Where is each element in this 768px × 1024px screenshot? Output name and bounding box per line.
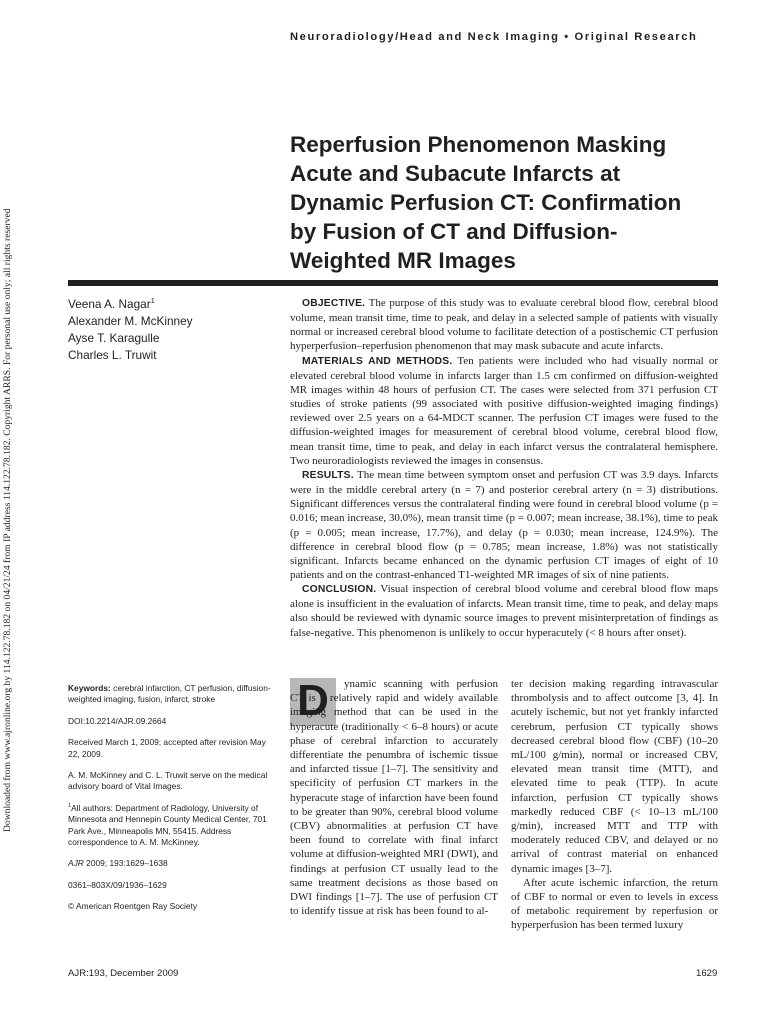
author-name: Veena A. Nagar$^1$ <box>68 296 155 311</box>
body-paragraph: ter decision making regarding intravascular thrombolysis and to affect outcome [3, 4]. In acutely ischemic, but not yet frankly infarcted cerebrum, perfusion CT typically shows decreased cerebral blood flow (CBF) (10–20 mL/100 g/min), normal or increased CBV, elevated mean transit time (MTT), and elevated time to peak (TTP). In acute infarction, perfusion CT typically shows markedly reduced CBF (< 10–13 mL/100 g/min), increased MTT and TTP with moderately reduced CBV, and delayed or no arrival of contrast material on enhanced dynamic images [3–7]. <box>511 678 718 875</box>
doi: DOI:10.2214/AJR.09.2664 <box>68 715 167 726</box>
issn: 0361–803X/09/1936–1629 <box>68 879 167 890</box>
abstract-results: RESULTS. The mean time between symptom onset and perfusion CT was 3.9 days. Infarcts were in the middle cerebral artery (n = 7) and posterior cerebral artery (n = 3) distributions. Significant differences versus the contralateral finding were found in cerebral blood volume (p = 0.016; mean increase, 30.0%), mean transit time (p = 0.007; mean increase, 38.1%), time to peak (p = 0.005; mean increase, 17.7%), and delay (p = 0.030; mean increase, 124.9%). The difference in cerebral blood flow (p = 0.785; mean increase, 1.8%) was not statistically significant. Infarcts became enhanced on the dynamic perfusion CT images of eight of 10 patients and on the contrast-enhanced T1-weighted MR images of six of nine patients. <box>290 468 718 581</box>
disclosure: A. M. McKinney and C. L. Truwit serve on the medical advisory board of Vital Images. <box>68 770 268 792</box>
drop-cap-letter: D <box>297 676 329 725</box>
abstract <box>290 296 718 640</box>
page-number: 1629 <box>696 968 718 979</box>
download-notice: Downloaded from www.ajronline.org by 114.122.78.182 on 04/21/24 from IP address 114.122.78.182. Copyright ARRS. For personal use only; all rights reserved <box>2 208 13 832</box>
copyright: © American Roentgen Ray Society <box>68 901 198 912</box>
footer-journal: AJR:193, December 2009 <box>68 968 179 979</box>
body-column-1 <box>290 677 498 918</box>
section-header: Neuroradiology/Head and Neck Imaging • Original Research <box>290 31 698 43</box>
body-paragraph: After acute ischemic infarction, the return of CBF to normal or even to levels in excess of metabolic requirement by reperfusion or hyperperfusion has been termed luxury <box>511 876 718 932</box>
body-column-2 <box>511 677 718 933</box>
abstract-conclusion: CONCLUSION. Visual inspection of cerebral blood volume and cerebral blood flow maps alone is insufficient in the evaluation of infarcts. Mean transit time, time to peak, and delay maps also should be reviewed with dynamic source images to prevent misinterpretation of findings as false-negative. This phenomenon is unlikely to occur hyperacutely (< 8 hours after onset). <box>290 583 718 639</box>
author-list <box>68 296 278 364</box>
author-name: Charles L. Truwit <box>68 348 157 362</box>
abstract-methods: MATERIALS AND METHODS. Ten patients were included who had visually normal or elevated cerebral blood volume in infarcts larger than 1.5 cm confirmed on diffusion-weighted MR images within 48 hours of perfusion CT. The cases were selected from 371 perfusion CT studies of stroke patients (99 associated with positive diffusion-weighted imaging findings) reviewed over 2.5 years on a 64-MDCT scanner. The perfusion CT images were fused to the diffusion-weighted images for measurement of cerebral blood volume, cerebral blood flow, mean transit time, time to peak, and delay in each infarct versus the contralateral hemisphere. Two neuroradiologists reviewed the images in consensus. <box>290 354 718 467</box>
affiliation: $^1$All authors: Department of Radiology, University of Minnesota and Hennepin County Medical Center, 701 Park Ave., Minneapolis MN, 55415. Address correspondence to A. M. McKinney. <box>68 802 267 848</box>
abstract-objective: OBJECTIVE. The purpose of this study was to evaluate cerebral blood flow, cerebral blood volume, mean transit time, time to peak, and delay in a selected sample of patients with visually normal or increased cerebral blood volume to facilitate detection of a postischemic CT perfusion hyperperfusion–reperfusion phenomenon that may mask subacute and acute infarcts. <box>290 297 718 353</box>
received-dates: Received March 1, 2009; accepted after revision May 22, 2009. <box>68 737 266 759</box>
citation: AJR 2009; 193:1629–1638 <box>68 858 168 869</box>
body-paragraph: ynamic scanning with perfusion CT is a relatively rapid and widely available imaging method that can be used in the hyperacute (traditionally < 6–8 hours) or acute phase of cerebral infarction to accurately differentiate the penumbra of ischemic tissue and infarcted tissue [1–7]. The sensitivity and specificity of perfusion CT markers in the hyperacute stage of infarction have been found to be greater than 90%, cerebral blood volume (CBV) abnormalities at perfusion CT have been found to correlate with final infarct volume at diffusion-weighted MRI (DWI), and findings at perfusion CT usually lead to the same treatment decisions as those based on DWI findings [1–7]. The use of perfusion CT to identify tissue at risk has been found to al- <box>290 678 498 918</box>
article-metadata <box>68 683 273 923</box>
author-name: Ayse T. Karagulle <box>68 331 160 345</box>
keywords: Keywords: cerebral infarction, CT perfusion, diffusion-weighted imaging, fusion, infarct, stroke <box>68 683 271 705</box>
author-name: Alexander M. McKinney <box>68 314 193 328</box>
article-title: Reperfusion Phenomenon Masking Acute and Subacute Infarcts at Dynamic Perfusion CT: Confirmation by Fusion of CT and Diffusion-Weighted MR Images <box>290 132 682 273</box>
title-rule <box>68 280 718 286</box>
